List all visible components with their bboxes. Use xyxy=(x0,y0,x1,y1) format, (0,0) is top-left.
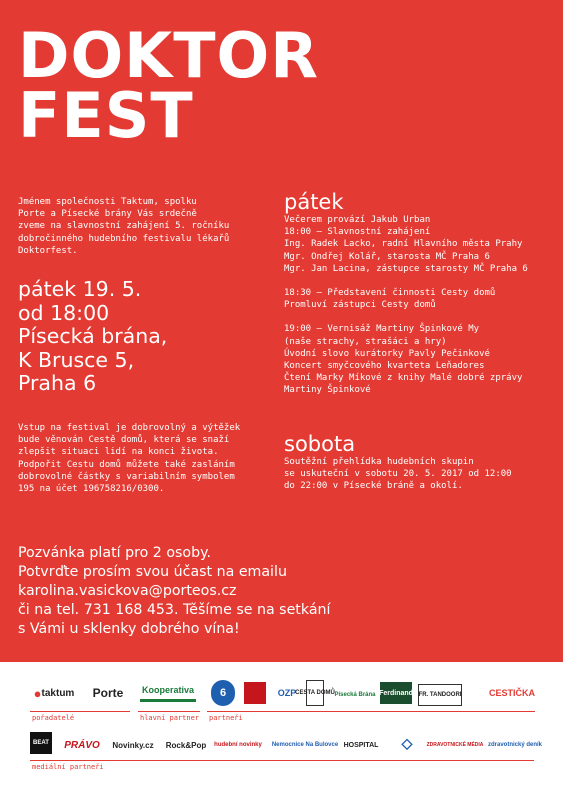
media-divider xyxy=(30,760,534,761)
entry-line: 195 na účet 196758216/0300. xyxy=(18,484,165,495)
novinky-logo: Novinky.cz xyxy=(112,740,154,750)
invitation-line: Potvrďte prosím svou účast na emailu xyxy=(18,564,287,580)
cesticka-logo: CESTIČKA xyxy=(488,688,535,698)
organizers-label: pořadatelé xyxy=(32,714,75,722)
media-partners-label: mediální partneři xyxy=(32,763,104,771)
festival-title xyxy=(18,19,319,152)
pravo-logo: PRÁVO xyxy=(64,739,100,751)
program-line: se uskuteční v sobotu 20. 5. 2017 od 12:00 xyxy=(284,469,512,480)
taktum-logo: ● taktum xyxy=(33,685,75,701)
prague-city-logo xyxy=(244,682,266,704)
fr-tandoori-logo: FR. TANDOORI xyxy=(418,684,462,706)
event-time: od 18:00 xyxy=(18,300,110,325)
event-street: K Brusce 5, xyxy=(18,347,135,372)
partners-label: partneři xyxy=(209,714,243,722)
friday-program xyxy=(284,190,559,397)
intro-line: zveme na slavnostní zahájení 5. ročníku xyxy=(18,221,230,232)
program-line: Soutěžní přehlídka hudebních skupin xyxy=(284,457,474,467)
program-line: Mgr. Ondřej Kolář, starosta MČ Praha 6 xyxy=(284,251,490,262)
main-partner-divider xyxy=(138,711,200,712)
program-line: do 22:00 v Písecké bráně a okolí. xyxy=(284,481,463,492)
beat-logo: BEAT xyxy=(30,732,52,754)
partner-footer xyxy=(0,662,563,800)
program-line: (naše strachy, strašáci a hry) xyxy=(284,336,447,347)
entry-info xyxy=(18,422,276,495)
kooperativa-logo: Kooperativa xyxy=(140,680,196,702)
invitation-email[interactable]: karolina.vasickova@porteos.cz xyxy=(18,583,237,599)
intro-line: Doktorfest. xyxy=(18,245,78,256)
organizers-divider xyxy=(30,711,130,712)
entry-line: Vstup na festival je dobrovolný a výtěžek xyxy=(18,423,241,433)
porte-logo: Porte xyxy=(92,686,124,700)
zdravotnicke-media-logo: ZDRAVOTNICKÉ MÉDIA xyxy=(426,742,484,748)
invitation-line: či na tel. 731 168 453. Těšíme se na setkání xyxy=(18,602,331,618)
program-line: Čtení Marky Míkové z knihy Malé dobré zprávy xyxy=(284,373,523,384)
event-date: pátek 19. 5. xyxy=(18,277,142,301)
bulovka-logo: Nemocnice Na Bulovce xyxy=(271,742,339,748)
program-line: Promluví zástupci Cesty domů xyxy=(284,300,436,311)
friday-heading: pátek xyxy=(284,190,344,214)
rock-pop-logo: Rock&Pop xyxy=(165,740,207,750)
zdravotnicky-denik-logo: zdravotnický deník xyxy=(487,742,543,748)
saturday-program xyxy=(284,432,559,493)
hudebni-novinky-logo: hudební novinky xyxy=(214,742,262,748)
ferdinand-logo: Ferdinand xyxy=(380,682,412,704)
program-line: Ing. Radek Lacko, radní Hlavního města Prahy xyxy=(284,239,523,250)
program-line: Mgr. Jan Lacina, zástupce starosty MČ Praha 6 xyxy=(284,263,528,274)
title-line-1: DOKTOR xyxy=(18,19,319,92)
praha-6-logo: 6 xyxy=(211,680,235,706)
intro-line: dobročinného hudebního festivalu lékařů xyxy=(18,233,230,244)
cesta-domu-logo: CESTA DOMŮ xyxy=(306,680,324,706)
program-line: 19:00 – Vernisáž Martiny Špinkové My xyxy=(284,324,480,335)
entry-line: Podpořit Cestu domů můžete také zasláním xyxy=(18,459,235,470)
entry-line: zlepšit situaci lidí na konci života. xyxy=(18,447,219,458)
pisecka-brana-logo: Písecká Brána xyxy=(334,692,376,698)
intro-line: Porte a Písecké brány Vás srdečně xyxy=(18,209,197,220)
intro-text xyxy=(18,196,268,257)
event-city: Praha 6 xyxy=(18,371,97,395)
partners-divider xyxy=(207,711,535,712)
invitation-line: s Vámi u sklenky dobrého vína! xyxy=(18,621,240,637)
invitation-text xyxy=(18,544,330,639)
friday-host: Večerem provází Jakub Urban xyxy=(284,215,431,225)
entry-line: dobrovolné částky s variabilním symbolem xyxy=(18,471,235,482)
saturday-heading: sobota xyxy=(284,432,356,456)
main-partner-label: hlavní partner xyxy=(140,714,200,722)
hospital-diamond-icon: ◇ xyxy=(401,734,413,751)
ozp-logo: OZP xyxy=(277,688,297,698)
program-line: Úvodní slovo kurátorky Pavly Pečinkové xyxy=(284,348,490,359)
event-place: Písecká brána, xyxy=(18,324,168,348)
entry-line: bude věnován Cestě domů, která se snaží xyxy=(18,435,230,446)
program-line: Martiny Špinkové xyxy=(284,385,371,396)
event-details xyxy=(18,278,167,396)
program-line: Koncert smyčcového kvarteta Leňadores xyxy=(284,361,485,372)
title-line-2: FEST xyxy=(18,79,194,152)
program-line: 18:00 – Slavnostní zahájení xyxy=(284,227,431,238)
intro-line: Jménem společnosti Taktum, spolku xyxy=(18,197,197,207)
hospital-logo: HOSPITAL xyxy=(343,741,379,749)
invitation-line: Pozvánka platí pro 2 osoby. xyxy=(18,545,211,561)
program-line: 18:30 – Představení činnosti Cesty domů xyxy=(284,288,496,299)
